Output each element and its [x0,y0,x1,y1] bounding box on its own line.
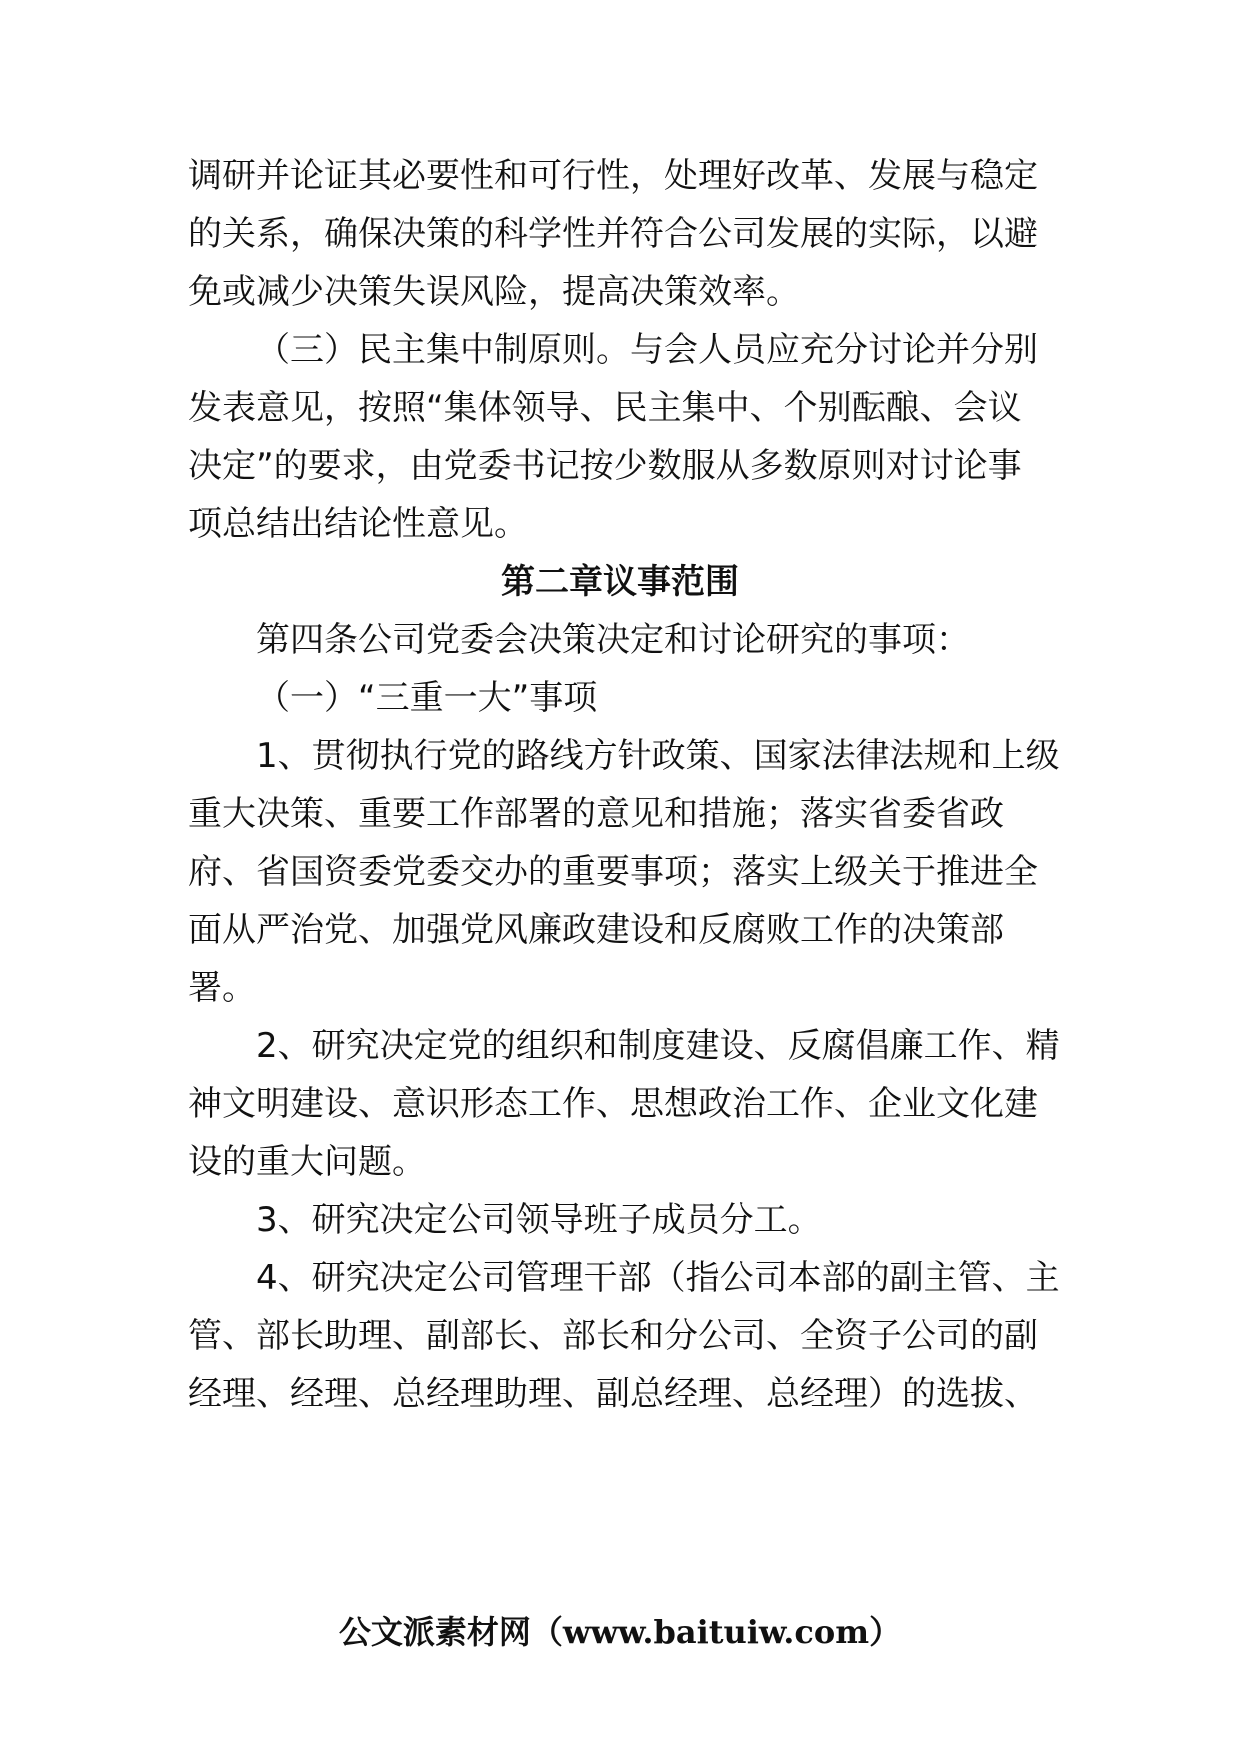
paragraph-line: 1、贯彻执行党的路线方针政策、国家法律法规和上级 [256,736,1060,776]
paragraph-line: 免或减少决策失误风险，提高决策效率。 [188,272,800,312]
footer-watermark: 公文派素材网（www.baituiw.com） [338,1613,902,1651]
chapter-heading: 第二章议事范围 [501,562,739,602]
paragraph-line: 调研并论证其必要性和可行性，处理好改革、发展与稳定 [188,156,1038,196]
paragraph-line: 的关系，确保决策的科学性并符合公司发展的实际，以避 [188,214,1038,254]
paragraph-line: 设的重大问题。 [188,1142,426,1182]
paragraph-line: 神文明建设、意识形态工作、思想政治工作、企业文化建 [188,1084,1038,1124]
paragraph-line: 府、省国资委党委交办的重要事项；落实上级关于推进全 [188,852,1038,892]
paragraph-line: 面从严治党、加强党风廉政建设和反腐败工作的决策部 [188,910,1004,950]
paragraph-line: 2、研究决定党的组织和制度建设、反腐倡廉工作、精 [256,1026,1060,1066]
paragraph-line: 3、研究决定公司领导班子成员分工。 [256,1200,822,1240]
paragraph-line: 发表意见，按照“集体领导、民主集中、个别酝酿、会议 [188,388,1022,428]
paragraph-line: 署。 [188,968,256,1008]
paragraph-line: 管、部长助理、副部长、部长和分公司、全资子公司的副 [188,1316,1038,1356]
section-heading: （一）“三重一大”事项 [256,678,598,718]
paragraph-line: 重大决策、重要工作部署的意见和措施；落实省委省政 [188,794,1004,834]
paragraph-line: 项总结出结论性意见。 [188,504,528,544]
paragraph-line: （三）民主集中制原则。与会人员应充分讨论并分别 [256,330,1038,370]
paragraph-line: 决定”的要求，由党委书记按少数服从多数原则对讨论事 [188,446,1022,486]
paragraph-line: 4、研究决定公司管理干部（指公司本部的副主管、主 [256,1258,1060,1298]
article-heading: 第四条公司党委会决策决定和讨论研究的事项： [256,620,970,660]
paragraph-line: 经理、经理、总经理助理、副总经理、总经理）的选拔、 [188,1374,1038,1414]
